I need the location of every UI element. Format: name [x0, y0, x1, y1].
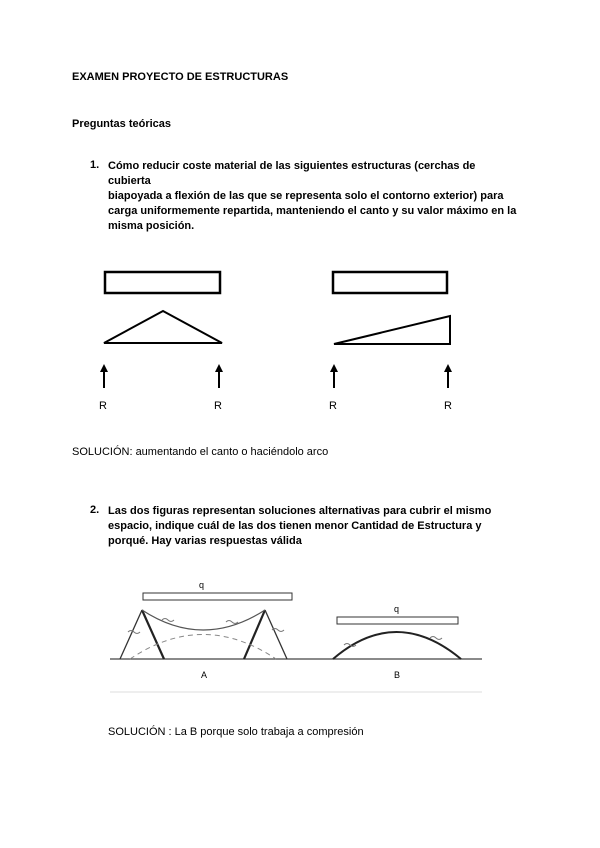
question-2-line: espacio, indique cuál de las dos tienen menor Cantidad de Estructura y	[108, 520, 482, 532]
question-1-solution: SOLUCIÓN: aumentando el canto o haciéndolo arco	[72, 446, 329, 458]
figure-label-b: B	[394, 670, 401, 680]
load-label-b: q	[394, 604, 400, 614]
question-2-line: porqué. Hay varias respuestas válida	[108, 535, 302, 547]
question-1-line: carga uniformemente repartida, manteniendo el canto y su valor máximo en la	[108, 205, 517, 217]
figure-label-a: A	[201, 670, 208, 680]
mast-a-left-outer	[120, 610, 142, 659]
force-squiggle	[226, 621, 238, 624]
question-1-line: Cómo reducir coste material de las siguientes estructuras (cerchas de cubierta	[108, 160, 476, 187]
document-title: EXAMEN PROYECTO DE ESTRUCTURAS	[72, 71, 289, 83]
question-2-solution: SOLUCIÓN : La B porque solo trabaja a compresión	[108, 726, 364, 738]
section-heading: Preguntas teóricas	[72, 118, 172, 130]
cable-a	[142, 610, 265, 630]
mast-a-right-outer	[265, 610, 287, 659]
question-2-number: 2.	[90, 504, 100, 516]
force-squiggle	[162, 619, 174, 622]
reaction-label: R	[99, 400, 107, 412]
question-1-line: biapoyada a flexión de las que se representa solo el contorno exterior) para	[108, 190, 504, 202]
reaction-label: R	[214, 400, 222, 412]
load-label-a: q	[199, 580, 205, 590]
force-squiggle	[128, 631, 140, 634]
load-bar-b	[337, 617, 458, 624]
arch-b	[333, 632, 461, 659]
load-bar-a	[143, 593, 292, 600]
reaction-label: R	[329, 400, 337, 412]
question-1-line: misma posición.	[108, 220, 195, 232]
question-1-number: 1.	[90, 159, 100, 171]
question-2-line: Las dos figuras representan soluciones alternativas para cubrir el mismo	[108, 505, 492, 517]
mast-a-right-inner	[244, 610, 265, 659]
mast-a-left-inner	[142, 610, 164, 659]
reaction-label: R	[444, 400, 452, 412]
